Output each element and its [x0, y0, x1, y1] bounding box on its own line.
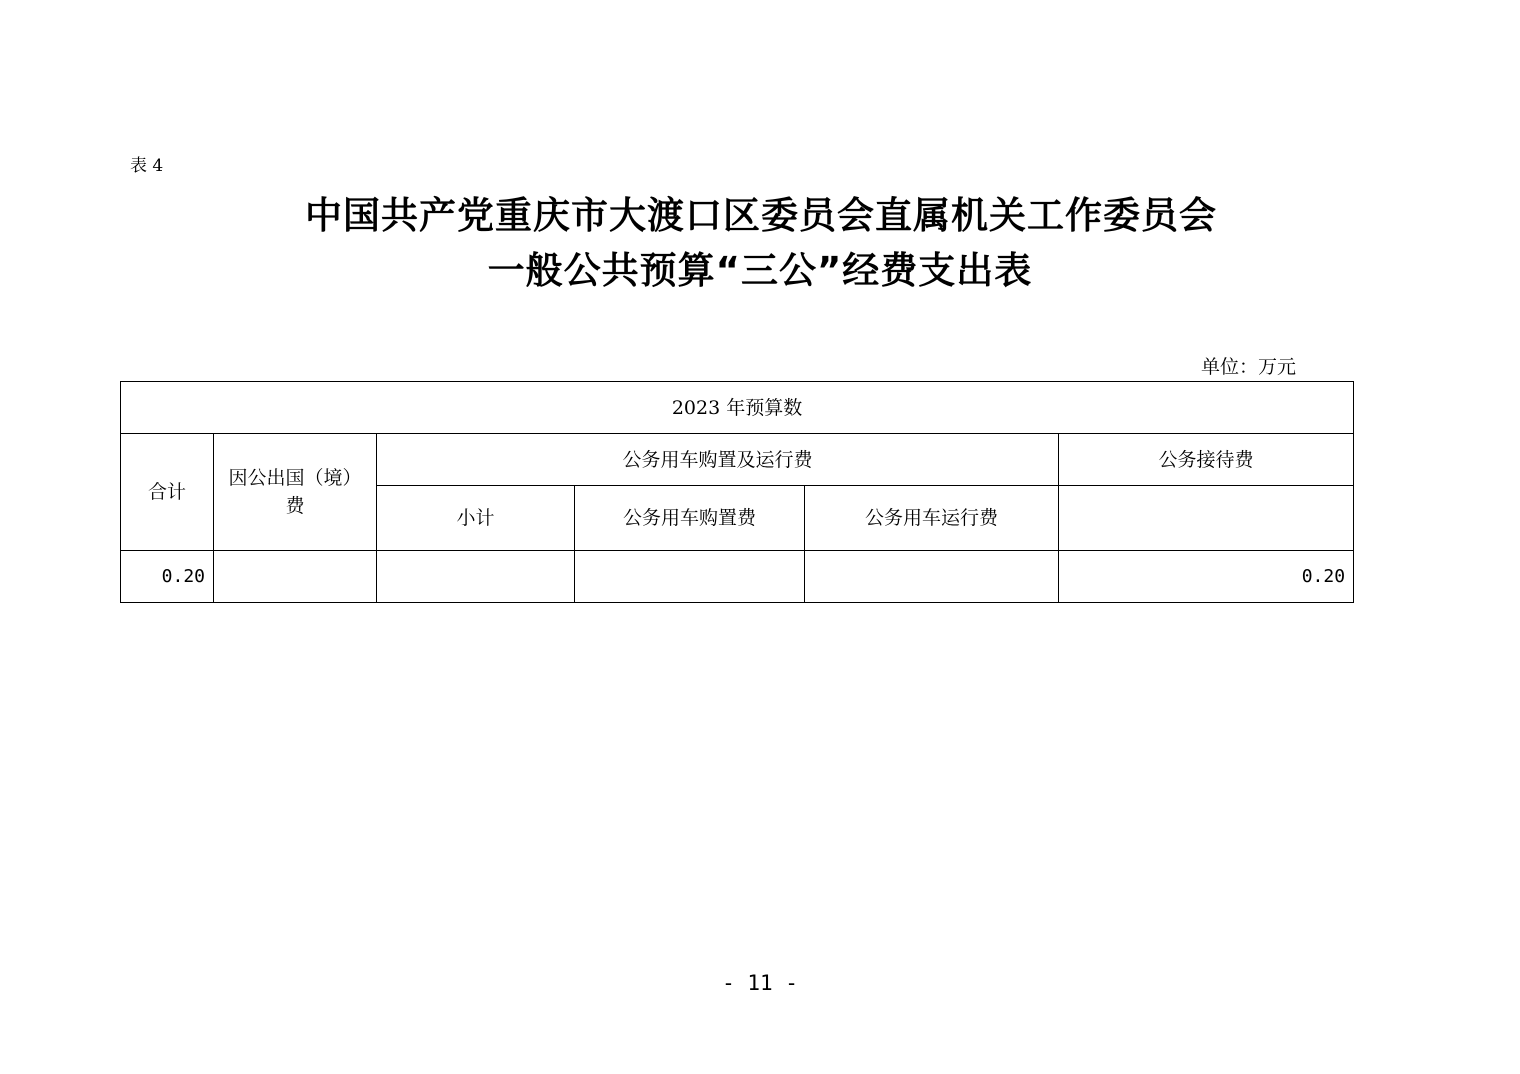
page-number: - 11 -	[722, 971, 798, 995]
value-subtotal-cell	[377, 551, 575, 603]
header-vehicle-operation-cell: 公务用车运行费	[805, 486, 1059, 551]
header-subtotal-cell: 小计	[377, 486, 575, 551]
table-number: 表 4	[130, 156, 164, 176]
header-reception-cell: 公务接待费	[1059, 434, 1354, 486]
table-header-row-categories	[121, 434, 1354, 486]
value-overseas-cell	[214, 551, 377, 603]
header-year-cell: 2023 年预算数	[121, 382, 1354, 434]
document-title-line2: 一般公共预算“三公”经费支出表	[487, 249, 1033, 292]
header-total-cell: 合计	[121, 434, 214, 551]
table-row	[121, 551, 1354, 603]
value-total-cell: 0.20	[121, 551, 214, 603]
header-vehicle-cell: 公务用车购置及运行费	[377, 434, 1059, 486]
table-header-row-year	[121, 382, 1354, 434]
value-reception-cell: 0.20	[1059, 551, 1354, 603]
value-vehicle-purchase-cell	[575, 551, 805, 603]
header-reception-empty-cell	[1059, 486, 1354, 551]
budget-table	[120, 381, 1354, 603]
header-overseas-cell: 因公出国（境）费	[214, 434, 377, 551]
unit-label: 单位：万元	[1200, 356, 1296, 378]
value-vehicle-operation-cell	[805, 551, 1059, 603]
header-vehicle-purchase-cell: 公务用车购置费	[575, 486, 805, 551]
document-title-line1: 中国共产党重庆市大渡口区委员会直属机关工作委员会	[305, 194, 1217, 237]
